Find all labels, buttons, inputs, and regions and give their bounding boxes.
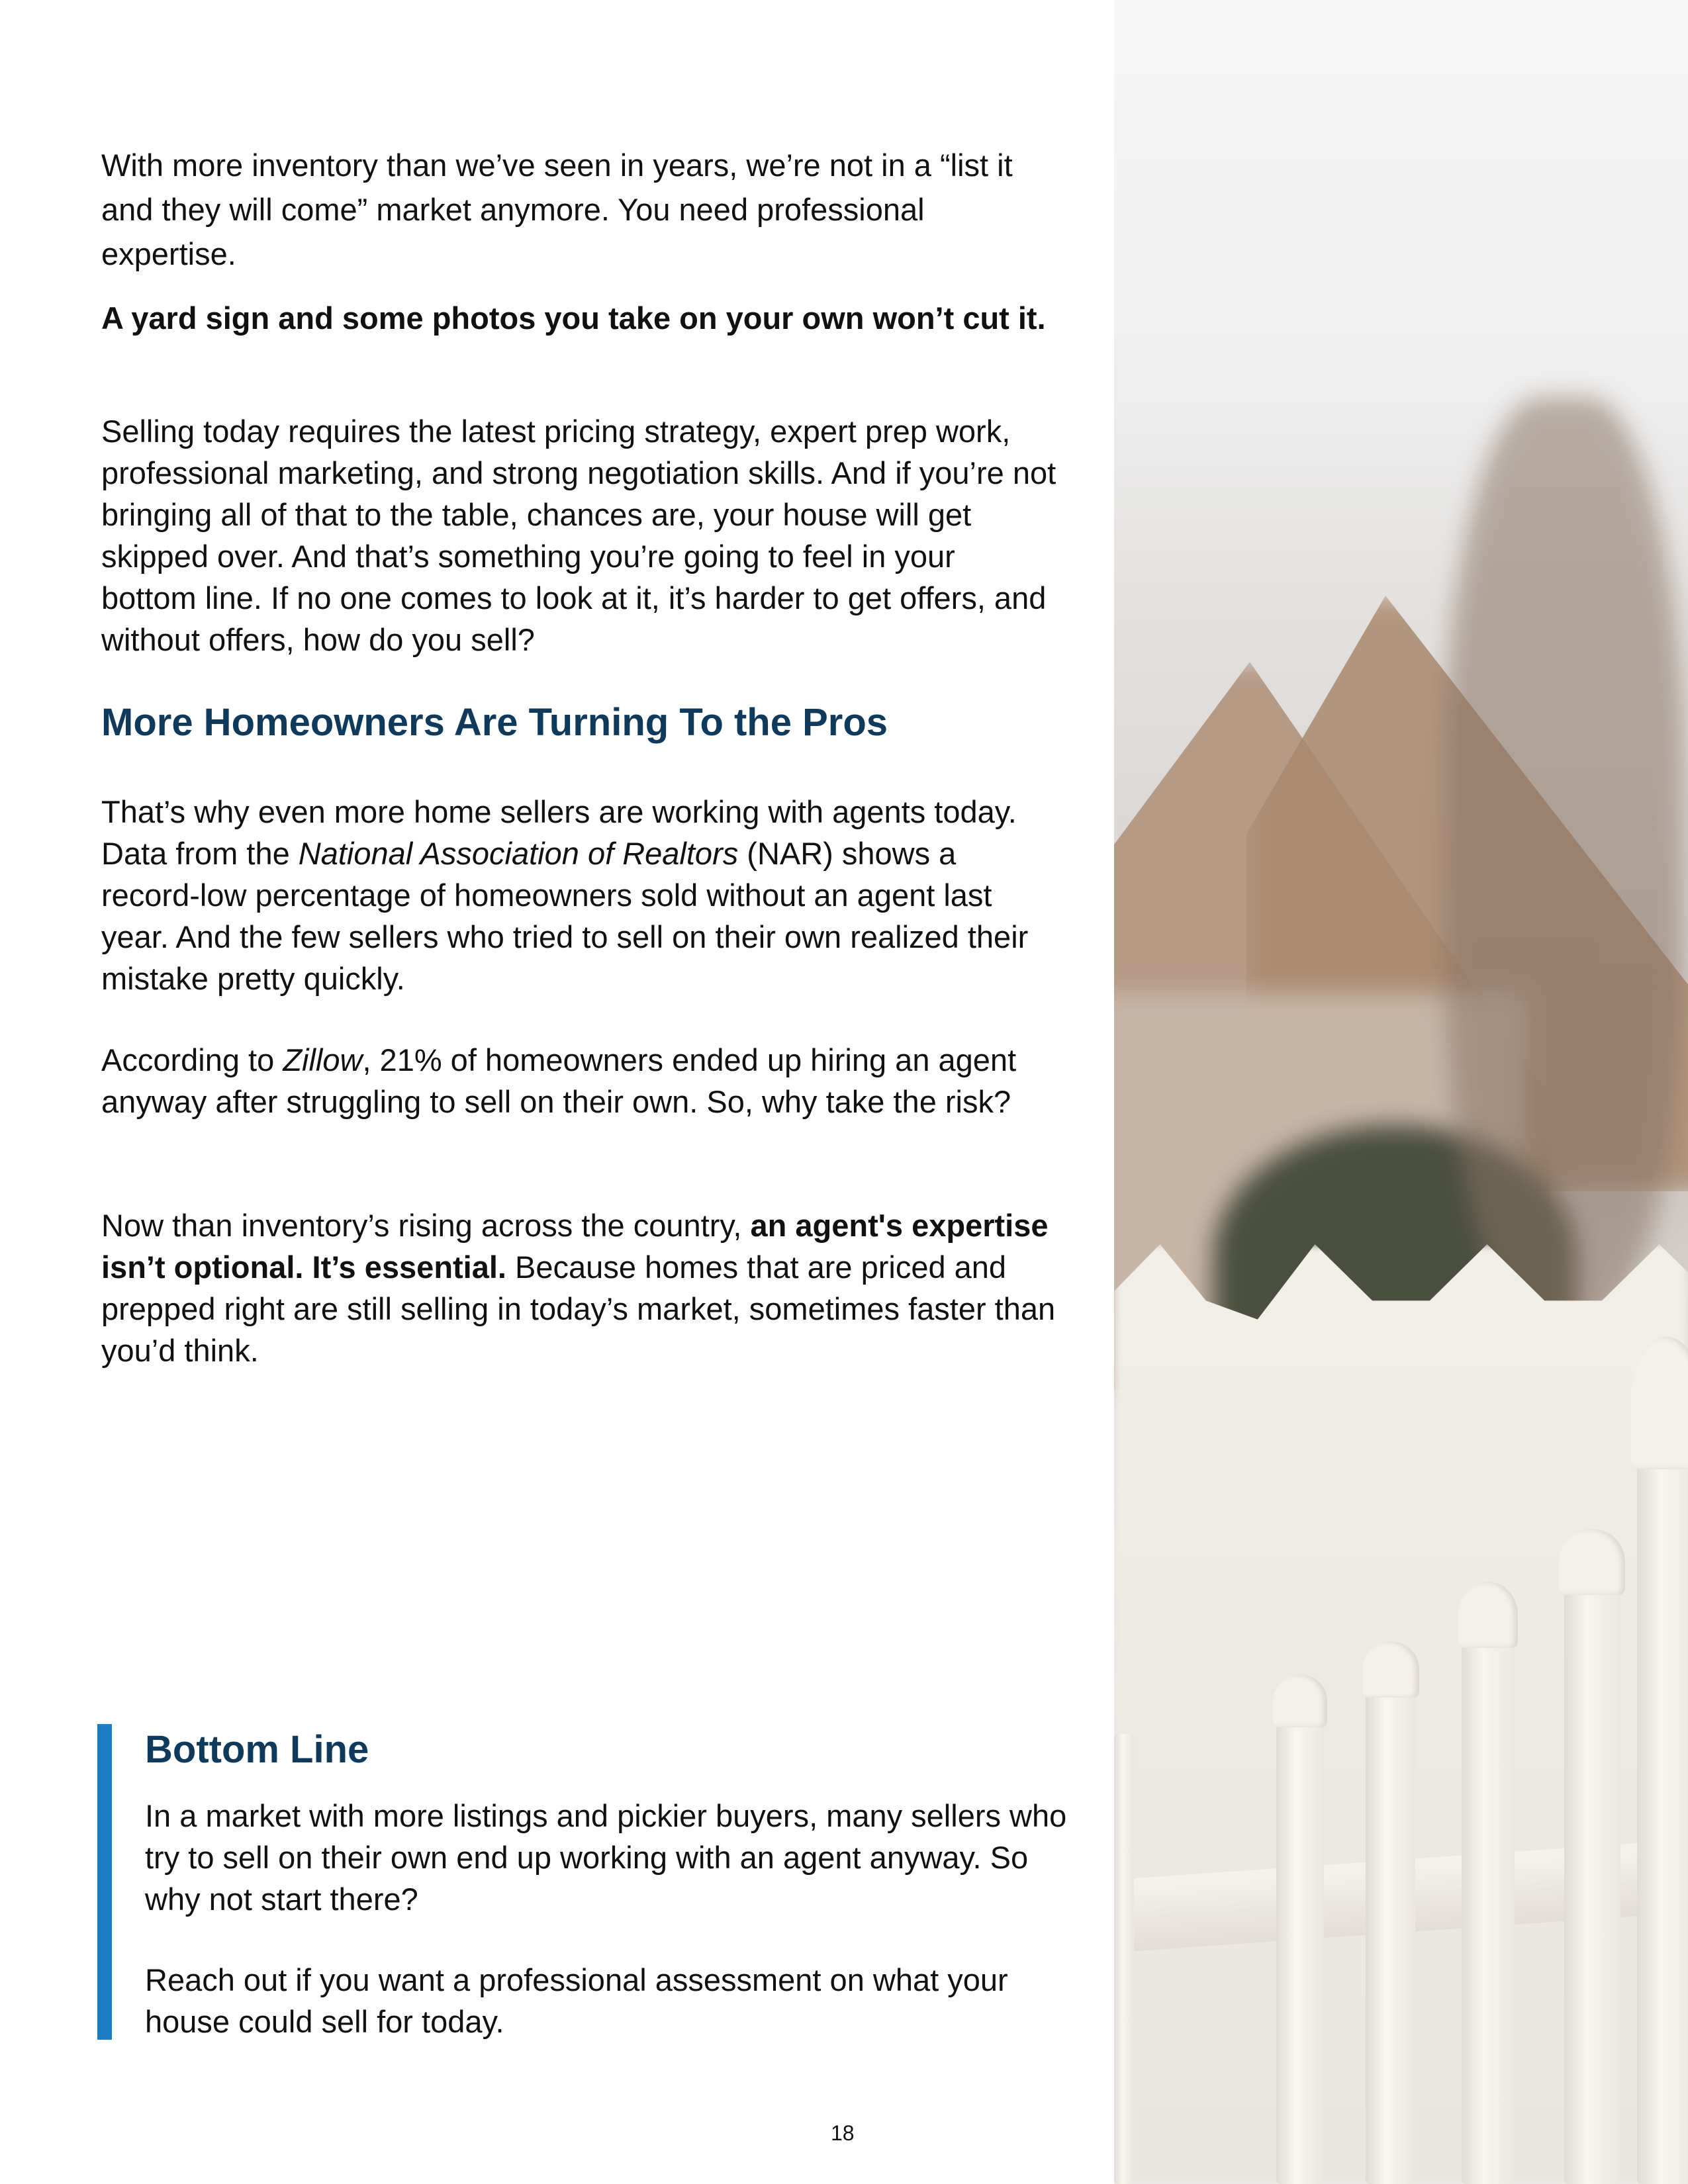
text: That’s why even more home sellers are working with agents today. Data from the	[101, 794, 1017, 871]
text: According to	[101, 1042, 283, 1077]
inventory-paragraph	[101, 1205, 1058, 1371]
emphasis: an agent's expertise isn’t optional. It’s essential.	[101, 1208, 1049, 1285]
page-number: 18	[831, 2121, 855, 2145]
intro-paragraph: With more inventory than we’ve seen in years, we’re not in a “list it and they will come” market anymore. You need professional expertise.	[101, 148, 1013, 271]
bottom-line-heading: Bottom Line	[145, 1728, 369, 1771]
text: Now than inventory’s rising across the country,	[101, 1208, 751, 1243]
source-name: National Association of Realtors	[298, 836, 739, 871]
bottom-line-accent-bar	[97, 1724, 112, 2040]
source-name: Zillow	[283, 1042, 363, 1077]
selling-requirements-paragraph: Selling today requires the latest pricing strategy, expert prep work, professional marketing, and strong negotiation skills. And if you’re not bringing all of that to the table, chances are, your house will get skipped over. And that’s something you’re going to feel in your bottom line. If no one comes to look at it, it’s harder to get offers, and without offers, how do you sell?	[101, 414, 1056, 657]
bottom-line-cta: Reach out if you want a professional assessment on what your house could sell for today.	[145, 1962, 1008, 2039]
bottom-line-paragraph: In a market with more listings and pickier buyers, many sellers who try to sell on their own end up working with an agent anyway. So why not start there?	[145, 1798, 1067, 1917]
zillow-paragraph	[101, 1039, 1058, 1122]
text: , 21% of homeowners ended up hiring an agent anyway after struggling to sell on their own. So, why take the risk?	[101, 1042, 1017, 1119]
house-fence-photo	[1114, 0, 1688, 2184]
section-heading: More Homeowners Are Turning To the Pros	[101, 701, 888, 744]
text: (NAR) shows a record-low percentage of homeowners sold without an agent last year. And the few sellers who tried to sell on their own realized their mistake pretty quickly.	[101, 836, 1029, 996]
intro-bold-statement: A yard sign and some photos you take on your own won’t cut it.	[101, 300, 1046, 336]
text: Because homes that are priced and prepped right are still selling in today’s market, sometimes faster than you’d think.	[101, 1250, 1056, 1368]
nar-paragraph	[101, 791, 1058, 999]
